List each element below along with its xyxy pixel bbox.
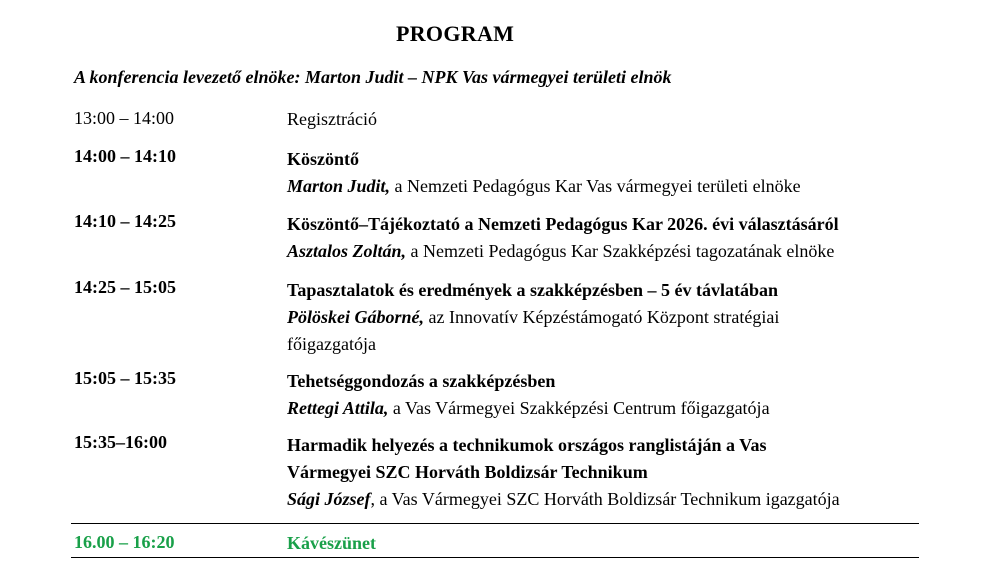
row-time: 14:10 – 14:25 [74,211,176,231]
speaker-name: Pölöskei Gáborné, [287,307,424,327]
speaker-role: , a Vas Vármegyei SZC Horváth Boldizsár Technikum igazgatója [370,489,840,509]
page-title: PROGRAM [396,21,515,46]
row-title: Tehetséggondozás a szakképzésben [287,371,556,391]
divider-bottom [71,557,919,558]
row-description [287,277,847,358]
divider-top [71,523,919,524]
row-speaker [287,238,927,265]
row-speaker [287,173,927,200]
row-title: Kávészünet [287,533,376,553]
row-description [287,432,847,513]
row-speaker [287,395,927,422]
row-time: 15:05 – 15:35 [74,368,176,388]
row-title: Regisztráció [287,109,377,129]
row-time: 14:00 – 14:10 [74,146,176,166]
row-title: Harmadik helyezés a technikumok országos ranglistáján a Vas Vármegyei SZC Horváth Boldizsár Technikum [287,435,767,482]
row-description [287,146,927,200]
row-speaker [287,304,847,358]
row-title: Tapasztalatok és eredmények a szakképzésben – 5 év távlatában [287,280,779,300]
speaker-role: a Nemzeti Pedagógus Kar Szakképzési tagozatának elnöke [406,241,835,261]
row-description [287,368,927,422]
speaker-name: Marton Judit, [287,176,391,196]
row-time: 13:00 – 14:00 [74,108,175,128]
chair-line: A konferencia levezető elnöke: Marton Judit – NPK Vas vármegyei területi elnök [74,67,672,87]
row-speaker [287,486,847,513]
row-description [287,108,927,130]
speaker-name: Asztalos Zoltán, [287,241,407,261]
row-time: 16.00 – 16:20 [74,532,175,552]
speaker-name: Sági József [287,489,371,509]
row-description [287,532,927,554]
row-description [287,211,927,265]
row-title: Köszöntő–Tájékoztató a Nemzeti Pedagógus Kar 2026. évi választásáról [287,214,839,234]
speaker-role: a Vas Vármegyei Szakképzési Centrum főigazgatója [388,398,770,418]
speaker-role: a Nemzeti Pedagógus Kar Vas vármegyei területi elnöke [390,176,801,196]
row-title: Köszöntő [287,149,359,169]
row-time: 14:25 – 15:05 [74,277,176,297]
row-time: 15:35–16:00 [74,432,167,452]
speaker-role: az Innovatív Képzéstámogató Központ stratégiai főigazgatója [287,307,780,354]
speaker-name: Rettegi Attila, [287,398,389,418]
